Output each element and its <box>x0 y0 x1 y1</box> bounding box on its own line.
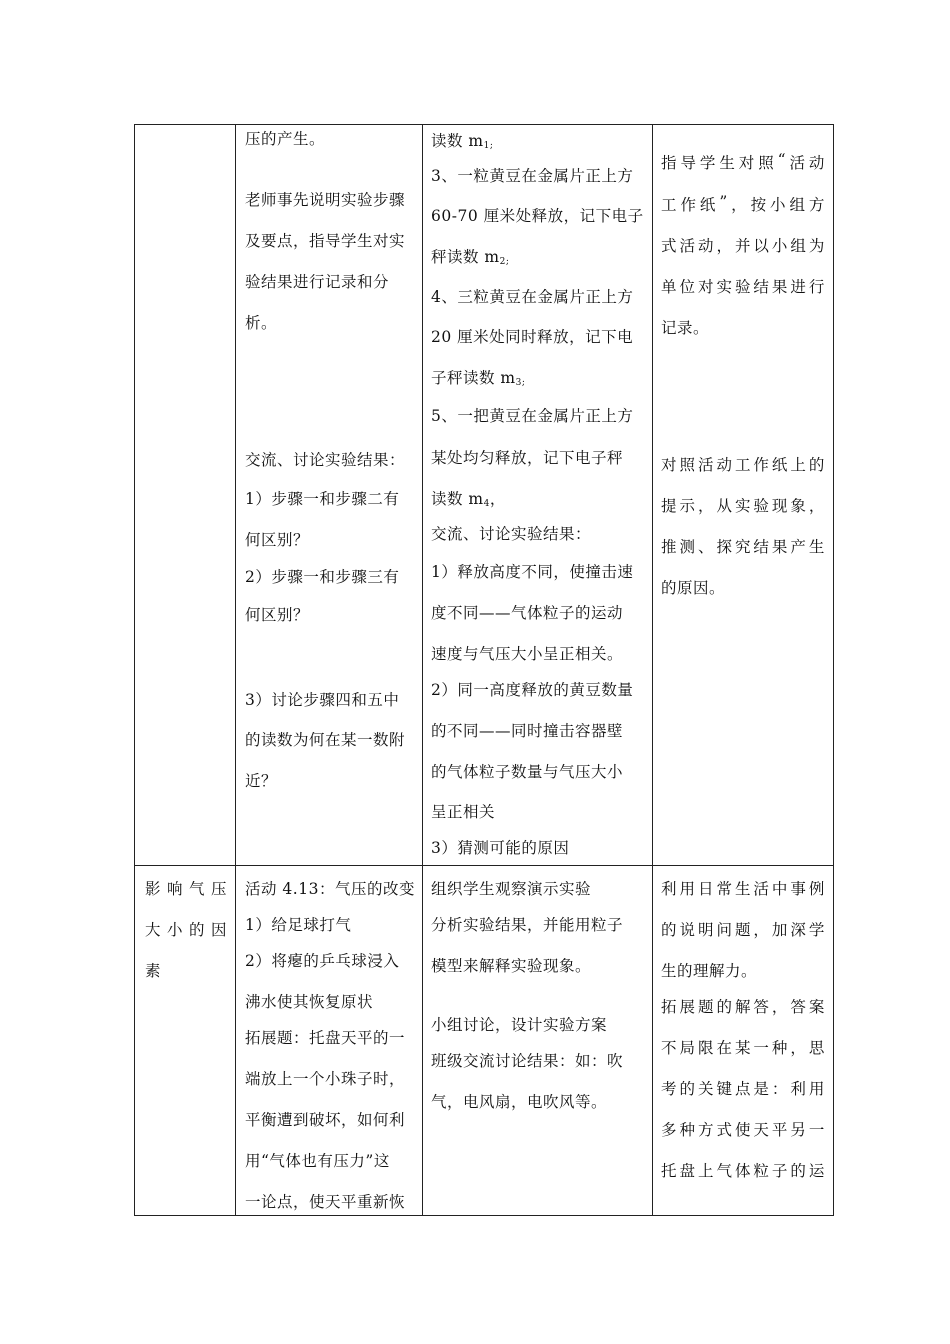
text-line: 分析实验结果，并能用粒子 <box>431 916 624 934</box>
text-line: 某处均匀释放，记下电子秤 <box>431 449 624 467</box>
text-line: 式 活 动 ， 并 以 小 组 为 <box>661 237 825 255</box>
text-line: 气，电风扇，电吹风等。 <box>431 1093 608 1111</box>
text-line: 1）步骤一和步骤二有 <box>245 490 400 508</box>
text-line: 生的理解力。 <box>661 962 758 980</box>
text-line: 交流、讨论实验结果： <box>431 525 592 543</box>
table-border-bottom <box>134 1215 834 1216</box>
text-line: 工 作 纸 ” ， 按 小 组 方 <box>661 193 825 214</box>
text-line: 速度与气压大小呈正相关。 <box>431 645 624 663</box>
text-line: 多 种 方 式 使 天 平 另 一 <box>661 1121 825 1139</box>
text-line: 指 导 学 生 对 照 “ 活 动 <box>661 151 825 172</box>
text-line: 班级交流讨论结果：如：吹 <box>431 1052 624 1070</box>
text-line: 记录。 <box>661 319 710 337</box>
topic-title-line: 影 响 气 压 <box>145 880 227 898</box>
text-line: 读数 $m_{1;}$ <box>431 132 494 151</box>
text-line: 拓展题：托盘天平的一 <box>245 1029 406 1047</box>
text-line: 秤读数 $m_{2;}$ <box>431 248 510 267</box>
column-divider-3 <box>652 124 653 1216</box>
table-border-top <box>134 124 834 125</box>
text-line: 不 局 限 在 某 一 种 ， 思 <box>661 1039 825 1057</box>
text-line: 1）释放高度不同，使撞击速 <box>431 563 634 581</box>
column-divider-2 <box>422 124 423 1216</box>
text-line: 3）猜测可能的原因 <box>431 839 570 857</box>
text-line: 考 的 关 键 点 是 ： 利 用 <box>661 1080 825 1098</box>
text-line: 单 位 对 实 验 结 果 进 行 <box>661 278 825 296</box>
text-line: 呈正相关 <box>431 803 496 821</box>
text-line: 托 盘 上 气 体 粒 子 的 运 <box>661 1162 825 1180</box>
text-line: 5、一把黄豆在金属片正上方 <box>431 407 634 425</box>
text-line: 析。 <box>245 314 278 332</box>
text-line: 的 说 明 问 题 ， 加 深 学 <box>661 921 825 939</box>
text-line: 1）给足球打气 <box>245 916 352 934</box>
text-line: 端放上一个小珠子时， <box>245 1070 406 1088</box>
text-line: 的不同——同时撞击容器壁 <box>431 722 624 740</box>
text-line: 近？ <box>245 772 278 790</box>
text-line: 推 测 、 探 究 结 果 产 生 <box>661 538 825 556</box>
text-line: 的读数为何在某一数附 <box>245 731 406 749</box>
text-line: 何区别？ <box>245 531 310 549</box>
text-line: 4、三粒黄豆在金属片正上方 <box>431 288 634 306</box>
text-line: 的原因。 <box>661 579 726 597</box>
text-line: 20 厘米处同时释放，记下电 <box>431 328 634 346</box>
text-line: 交流、讨论实验结果： <box>245 451 406 469</box>
text-line: 及要点，指导学生对实 <box>245 232 406 250</box>
text-line: 2）将瘪的乒乓球浸入 <box>245 952 400 970</box>
text-line: 3）讨论步骤四和五中 <box>245 691 400 709</box>
text-line: 压的产生。 <box>245 130 326 148</box>
column-divider-1 <box>235 124 236 1216</box>
topic-title-line: 大 小 的 因 <box>145 921 227 939</box>
text-line: 的气体粒子数量与气压大小 <box>431 763 624 781</box>
text-line: 拓 展 题 的 解 答 ， 答 案 <box>661 998 825 1016</box>
text-line: 模型来解释实验现象。 <box>431 957 592 975</box>
text-line: 平衡遭到破坏，如何利 <box>245 1111 406 1129</box>
text-line: 沸水使其恢复原状 <box>245 993 374 1011</box>
text-line: 利 用 日 常 生 活 中 事 例 <box>661 880 825 898</box>
text-line: 用“气体也有压力”这 <box>245 1152 390 1170</box>
text-line: 何区别？ <box>245 606 310 624</box>
text-line: 验结果进行记录和分 <box>245 273 390 291</box>
topic-title-line: 素 <box>145 962 162 980</box>
text-line: 一论点，使天平重新恢 <box>245 1193 406 1211</box>
text-line: 3、一粒黄豆在金属片正上方 <box>431 167 634 185</box>
text-line: 小组讨论，设计实验方案 <box>431 1016 608 1034</box>
row-divider <box>134 865 834 866</box>
table-border-left <box>134 124 135 1216</box>
table-border-right <box>833 124 834 1216</box>
text-line: 读数 $m_4$， <box>431 490 506 509</box>
text-line: 度不同——气体粒子的运动 <box>431 604 624 622</box>
text-line: 60-70 厘米处释放，记下电子 <box>431 207 644 225</box>
text-line: 对 照 活 动 工 作 纸 上 的 <box>661 456 825 474</box>
text-line: 组织学生观察演示实验 <box>431 880 592 898</box>
text-line: 2）同一高度释放的黄豆数量 <box>431 681 634 699</box>
text-line: 老师事先说明实验步骤 <box>245 191 406 209</box>
text-line: 子秤读数 $m_{3;}$ <box>431 369 526 388</box>
text-line: 提 示 ， 从 实 验 现 象 ， <box>661 497 825 515</box>
text-line: 2）步骤一和步骤三有 <box>245 568 400 586</box>
text-line: 活动 4.13：气压的改变 <box>245 880 415 898</box>
